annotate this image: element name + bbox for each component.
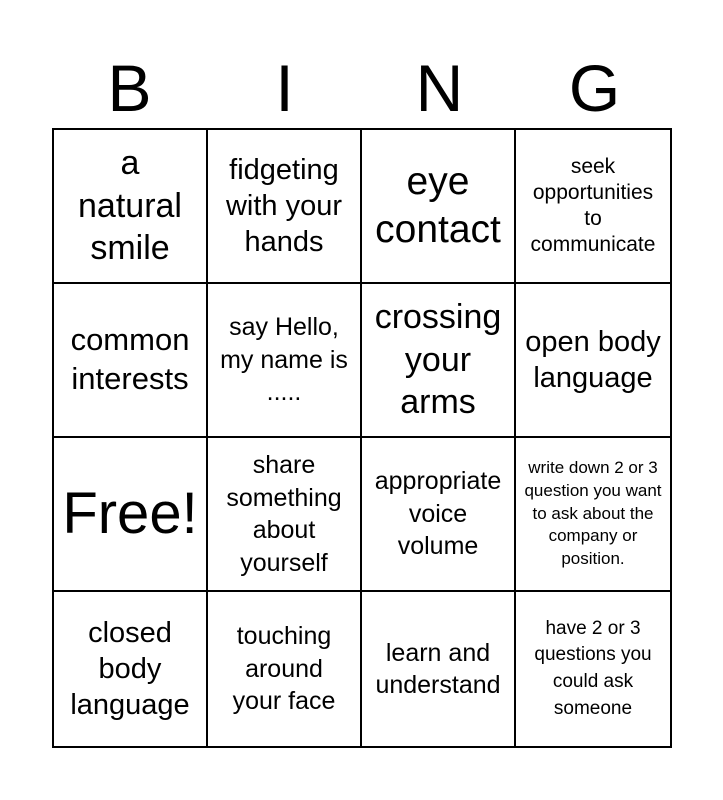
cell-text: open body language <box>525 325 661 394</box>
cell-text: crossing your arms <box>374 298 502 422</box>
bingo-cell[interactable] <box>516 438 670 592</box>
cell-text: appropriate voice volume <box>374 467 502 561</box>
cell-text: say Hello, my name is ..... <box>220 313 348 407</box>
cell-text: have 2 or 3 questions you could ask someone <box>534 617 652 719</box>
cell-text: touching around your face <box>232 622 336 716</box>
bingo-cell[interactable] <box>54 130 208 284</box>
bingo-cell[interactable] <box>362 438 516 592</box>
bingo-cell[interactable] <box>208 592 362 746</box>
cell-text: seek opportunities to communicate <box>530 154 656 257</box>
bingo-cell[interactable] <box>362 130 516 284</box>
bingo-cell[interactable] <box>54 592 208 746</box>
bingo-board <box>52 128 672 748</box>
cell-text: learn and understand <box>375 638 501 699</box>
bingo-cell[interactable] <box>362 592 516 746</box>
cell-text: share something about yourself <box>226 451 342 577</box>
cell-text: eye contact <box>375 160 501 251</box>
bingo-cell[interactable] <box>208 438 362 592</box>
bingo-cell[interactable] <box>516 130 670 284</box>
header-letter-g: G <box>568 51 621 125</box>
bingo-cell[interactable] <box>516 592 670 746</box>
cell-text: closed body language <box>70 616 190 722</box>
cell-text: fidgeting with your hands <box>225 153 343 259</box>
cell-text: write down 2 or 3 question you want to ask about the company or position. <box>524 457 662 569</box>
bingo-cell[interactable] <box>516 284 670 438</box>
bingo-cell[interactable] <box>208 284 362 438</box>
bingo-cell free-space[interactable] <box>54 438 208 592</box>
bingo-cell[interactable] <box>208 130 362 284</box>
header-letter-i: I <box>275 51 294 125</box>
bingo-cell[interactable] <box>54 284 208 438</box>
free-space-text: Free! <box>62 481 198 547</box>
bingo-cell[interactable] <box>362 284 516 438</box>
header-letter-b: B <box>107 51 152 125</box>
header-letter-n: N <box>415 51 464 125</box>
cell-text: common interests <box>70 322 190 396</box>
cell-text: a natural smile <box>78 144 182 268</box>
bingo-header <box>52 48 672 128</box>
